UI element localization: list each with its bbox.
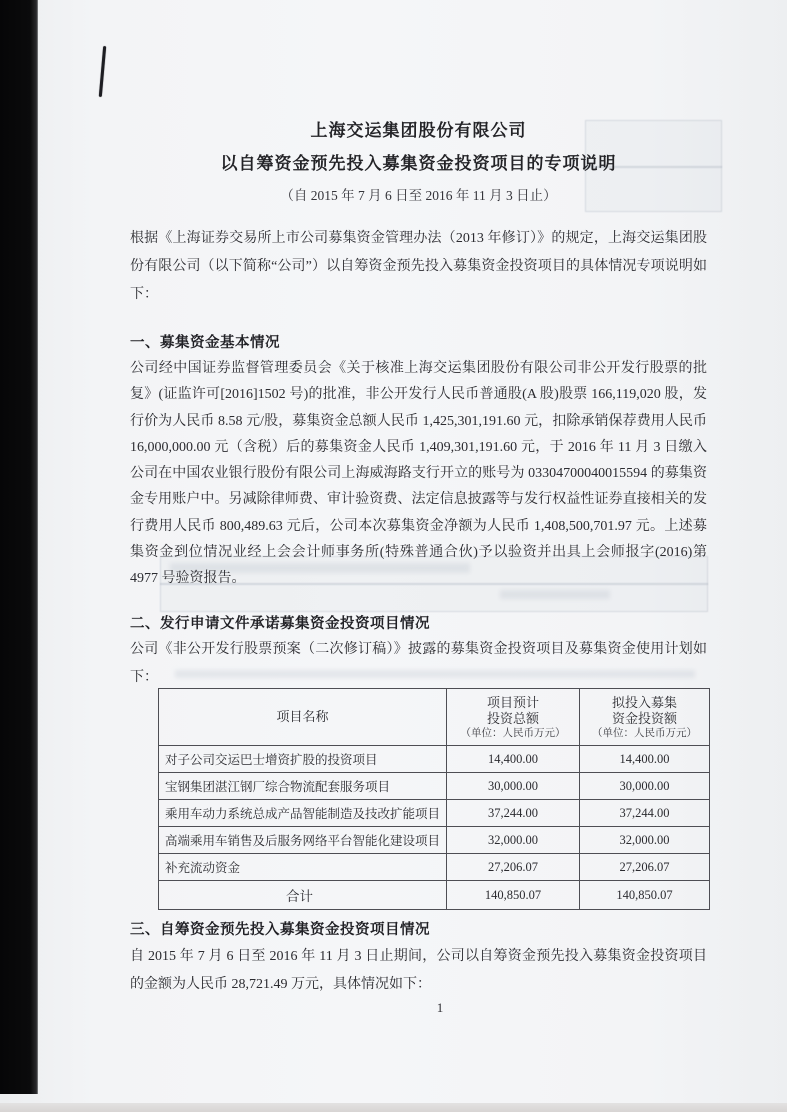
- col-header-proposed-raised-funds: [579, 689, 709, 746]
- section-3-heading: 三、自筹资金预先投入募集资金投资项目情况: [130, 922, 430, 938]
- table-header-row: [159, 689, 710, 746]
- proposed-amount: 32,000.00: [579, 827, 709, 854]
- estimated-amount: 30,000.00: [447, 773, 580, 800]
- project-name: 补充流动资金: [159, 854, 447, 881]
- investment-projects-table: [158, 688, 710, 910]
- estimated-amount: 37,244.00: [447, 800, 580, 827]
- estimated-amount: 27,206.07: [447, 854, 580, 881]
- col-header-unit: （单位：人民币万元）: [591, 727, 697, 739]
- pen-mark-artifact: [99, 46, 106, 97]
- table-row: [159, 773, 710, 800]
- section-1-heading: 一、募集资金基本情况: [130, 335, 280, 351]
- proposed-amount: 30,000.00: [579, 773, 709, 800]
- document-subtitle: 以自筹资金预先投入募集资金投资项目的专项说明: [220, 154, 617, 173]
- total-label: 合计: [159, 881, 447, 910]
- total-proposed-amount: 140,850.07: [579, 881, 709, 910]
- col-header-line: 资金投资额: [611, 710, 677, 726]
- proposed-amount: 27,206.07: [579, 854, 709, 881]
- project-name: 高端乘用车销售及后服务网络平台智能化建设项目: [159, 827, 447, 854]
- section-2-body: 公司《非公开发行股票预案（二次修订稿）》披露的募集资金投资项目及募集资金使用计划如下：: [130, 642, 707, 685]
- section-1-body: 公司经中国证券监督管理委员会《关于核准上海交运集团股份有限公司非公开发行股票的批复》(证监许可[2016]1502 号)的批准，非公开发行人民币普通股(A 股)股票 166,119,020 股，发行价为人民币 8.58 元/股，募集资金总额人民币 1,425,301,191.60 元，扣除承销保荐费用人民币 16,000,000.00 元（含税）后的募集资金人民币 1,409,301,191.60 元，于 2016 年 11 月 3 日缴入公司在中国农业银行股份有限公司上海威海路支行开立的账号为 03304700040015594 的募集资金专用账户中。另减除律师费、审计验资费、法定信息披露等与发行权益性证券直接相关的发行费用人民币 800,489.63 元后，公司本次募集资金净额为人民币 1,408,500,701.97 元。上述募集资金到位情况业经上会会计师事务所(特殊普通合伙)予以验资并出具上会师报字(2016)第 4977 号验资报告。: [130, 361, 707, 587]
- document-title: 上海交运集团股份有限公司: [310, 121, 527, 140]
- estimated-amount: 32,000.00: [447, 827, 580, 854]
- table-row: [159, 854, 710, 881]
- table-row: [159, 827, 710, 854]
- proposed-amount: 37,244.00: [579, 800, 709, 827]
- table-row: [159, 800, 710, 827]
- col-header-line: 项目预计: [486, 694, 539, 710]
- col-header-line: 拟投入募集: [611, 694, 677, 710]
- col-header-line: 投资总额: [486, 710, 539, 726]
- project-name: 乘用车动力系统总成产品智能制造及技改扩能项目: [159, 800, 447, 827]
- scan-bottom-edge: [0, 1103, 787, 1112]
- intro-paragraph: 根据《上海证券交易所上市公司募集资金管理办法（2013 年修订）》的规定，上海交运集团股份有限公司（以下简称“公司”）以自筹资金预先投入募集资金投资项目的具体情况专项说明如下：: [130, 231, 707, 302]
- investment-projects-table-wrap: [158, 688, 710, 910]
- project-name: 宝钢集团湛江钢厂综合物流配套服务项目: [159, 773, 447, 800]
- table-row: [159, 746, 710, 773]
- proposed-amount: 14,400.00: [579, 746, 709, 773]
- section-3-body: 自 2015 年 7 月 6 日至 2016 年 11 月 3 日止期间，公司以自筹资金预先投入募集资金投资项目的金额为人民币 28,721.49 万元，具体情况如下：: [130, 949, 707, 992]
- total-estimated-amount: 140,850.07: [447, 881, 580, 910]
- estimated-amount: 14,400.00: [447, 746, 580, 773]
- document-date-range: （自 2015 年 7 月 6 日至 2016 年 11 月 3 日止）: [280, 188, 557, 203]
- col-header-project-name: 项目名称: [159, 689, 447, 746]
- table-total-row: [159, 881, 710, 910]
- page-number: 1: [436, 1000, 444, 1015]
- project-name: 对子公司交运巴士增资扩股的投资项目: [159, 746, 447, 773]
- scanner-edge-black-band: [0, 0, 38, 1094]
- col-header-estimated-investment: [447, 689, 580, 746]
- col-header-unit: （单位：人民币万元）: [460, 727, 566, 739]
- section-2-heading: 二、发行申请文件承诺募集资金投资项目情况: [130, 616, 430, 632]
